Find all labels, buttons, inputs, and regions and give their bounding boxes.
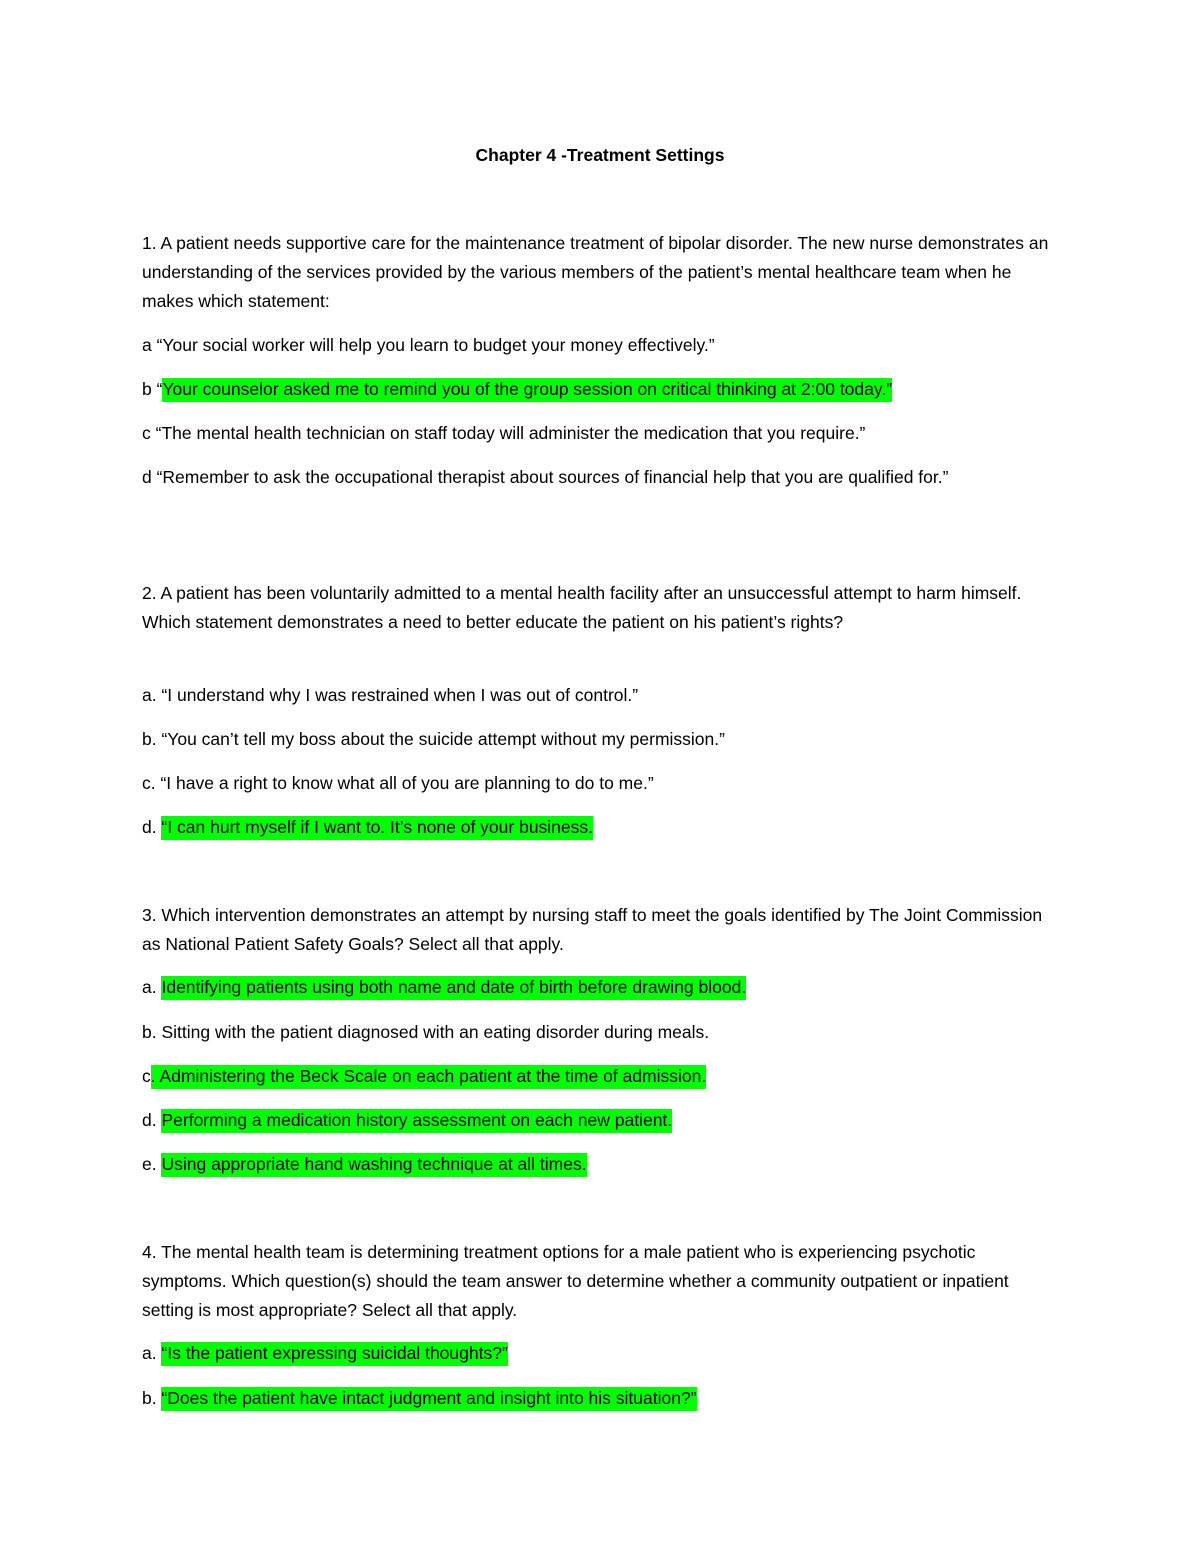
question-text: A patient needs supportive care for the maintenance treatment of bipolar disorder. The new nurse demonstrates an understanding of the services provided by the various members of the patient’s mental healthcare team when he makes which statement: xyxy=(142,233,1049,311)
question-text: The mental health team is determining treatment options for a male patient who is experiencing psychotic symptoms. Which question(s) should the team answer to determine whether a community outpatient or inpatient setting is most appropriate? Select all that apply. xyxy=(142,1242,1009,1320)
option-text: c “The mental health technician on staff today will administer the medication that you require.” xyxy=(142,423,866,443)
highlighted-answer: Your counselor asked me to remind you of the group session on critical thinking at 2:00 today.” xyxy=(162,378,892,402)
question-1-stem xyxy=(142,229,1062,316)
question-3-option-a xyxy=(142,973,1062,1002)
option-prefix: b “ xyxy=(142,379,163,399)
question-text: A patient has been voluntarily admitted to a mental health facility after an unsuccessful attempt to harm himself. Which statement demonstrates a need to better educate the patient on his patient’s rights? xyxy=(142,583,1022,632)
question-3-option-d xyxy=(142,1106,1062,1135)
option-prefix: c xyxy=(142,1066,151,1086)
question-2-stem xyxy=(142,579,1062,637)
page-title: Chapter 4 -Treatment Settings xyxy=(475,145,725,165)
question-1-option-b xyxy=(142,375,1062,404)
option-prefix: a. xyxy=(142,1343,162,1363)
highlighted-answer: Performing a medication history assessment on each new patient. xyxy=(161,1109,672,1133)
question-3-option-e xyxy=(142,1150,1062,1179)
highlighted-answer: Identifying patients using both name and date of birth before drawing blood. xyxy=(161,976,746,1000)
question-3-option-b xyxy=(142,1018,1062,1047)
option-prefix: b. xyxy=(142,1388,162,1408)
option-text: c. “I have a right to know what all of you are planning to do to me.” xyxy=(142,773,654,793)
option-text: d “Remember to ask the occupational therapist about sources of financial help that you are qualified for.” xyxy=(142,467,949,487)
highlighted-answer: “I can hurt myself if I want to. It’s none of your business. xyxy=(161,816,593,840)
highlighted-answer: Using appropriate hand washing technique at all times. xyxy=(161,1153,586,1177)
question-2-option-b xyxy=(142,725,1062,754)
question-number: 1. xyxy=(142,233,157,253)
question-4-option-b xyxy=(142,1384,1062,1413)
option-text: b. “You can’t tell my boss about the suicide attempt without my permission.” xyxy=(142,729,725,749)
option-text: a. “I understand why I was restrained when I was out of control.” xyxy=(142,685,639,705)
highlighted-answer: “Does the patient have intact judgment and insight into his situation?” xyxy=(161,1387,696,1411)
question-2-option-d xyxy=(142,813,1062,842)
question-1-option-a xyxy=(142,331,1062,360)
option-prefix: e. xyxy=(142,1154,162,1174)
highlighted-answer: . Administering the Beck Scale on each patient at the time of admission. xyxy=(151,1065,706,1089)
question-3-option-c xyxy=(142,1062,1062,1091)
question-text: Which intervention demonstrates an attempt by nursing staff to meet the goals identified by The Joint Commission as National Patient Safety Goals? Select all that apply. xyxy=(142,905,1043,954)
option-text: a “Your social worker will help you learn to budget your money effectively.” xyxy=(142,335,715,355)
highlighted-answer: “Is the patient expressing suicidal thoughts?” xyxy=(161,1342,507,1366)
option-text: b. Sitting with the patient diagnosed with an eating disorder during meals. xyxy=(142,1022,710,1042)
question-4-stem xyxy=(142,1238,1062,1325)
question-1-option-d xyxy=(142,463,1062,492)
question-number: 4. xyxy=(142,1242,157,1262)
question-2-option-a xyxy=(142,681,1062,710)
option-prefix: d. xyxy=(142,1110,162,1130)
question-3-stem xyxy=(142,901,1062,959)
question-4-option-a xyxy=(142,1339,1062,1368)
question-1-option-c xyxy=(142,419,1062,448)
question-number: 2. xyxy=(142,583,157,603)
option-prefix: d. xyxy=(142,817,162,837)
question-number: 3. xyxy=(142,905,157,925)
option-prefix: a. xyxy=(142,977,162,997)
question-2-option-c xyxy=(142,769,1062,798)
